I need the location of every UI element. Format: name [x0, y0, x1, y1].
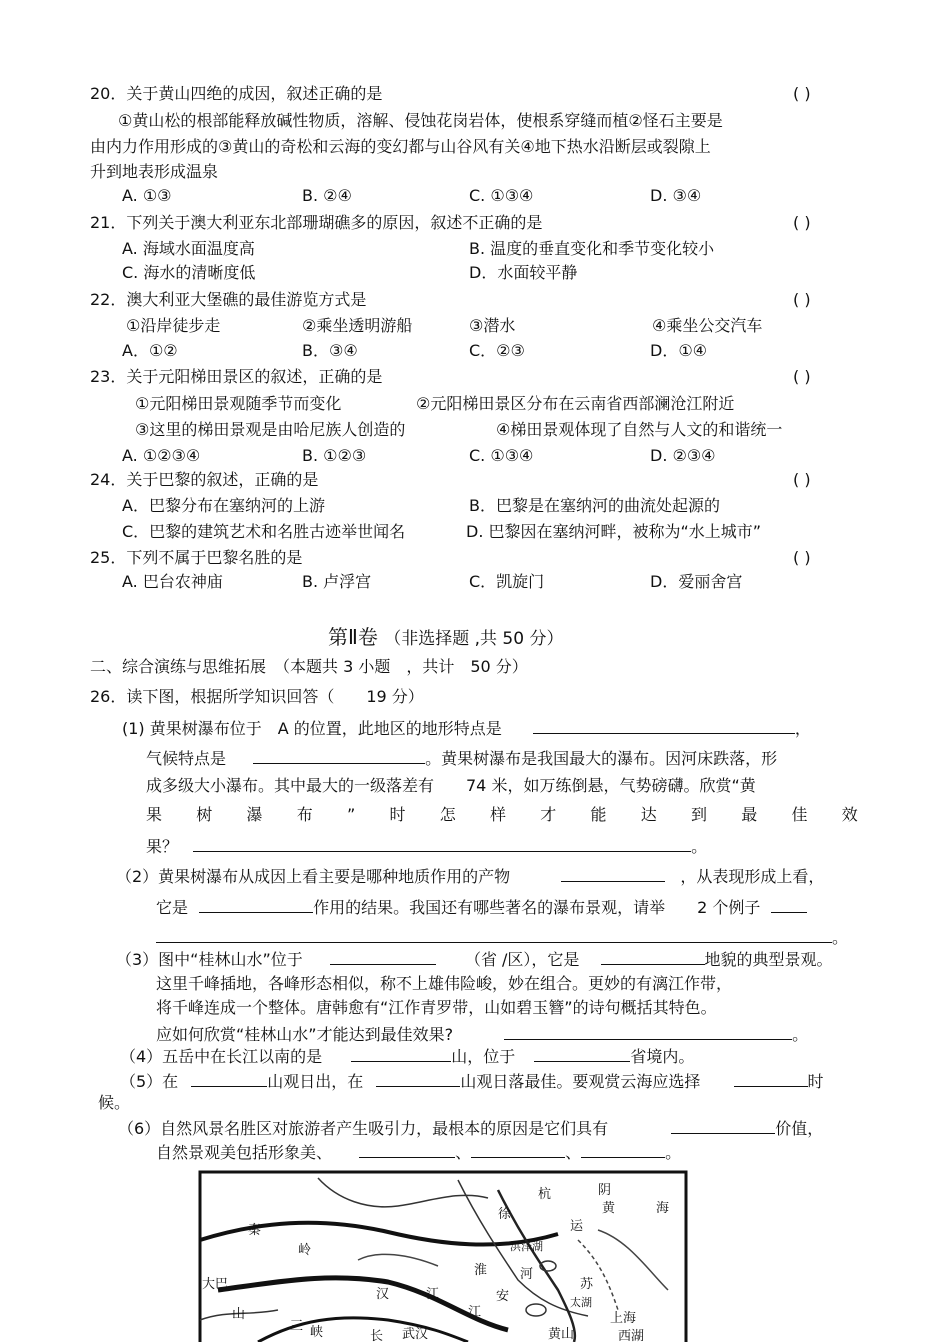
q24-option-a: A．巴黎分布在塞纳河的上游: [122, 496, 325, 515]
answer-blank-beauty-3[interactable]: [581, 1141, 665, 1158]
map-label: 黄: [602, 1201, 616, 1216]
q20-option-c: C. ①③④: [469, 186, 534, 205]
map-label: 山: [232, 1307, 246, 1322]
q23-item: ③这里的梯田景观是由哈尼族人创造的: [135, 420, 406, 439]
spread-char: 果: [146, 805, 163, 824]
map-lake: [526, 1304, 546, 1316]
q22-answer-paren: ( ): [793, 290, 811, 309]
q26-sub6-line: 自然景观美包括形象美、 、 、 。: [156, 1143, 682, 1162]
q23-option-d: D. ②③④: [650, 446, 716, 465]
q20-stem: 20．关于黄山四绝的成因，叙述正确的是: [90, 84, 383, 103]
q24-option-c: C．巴黎的建筑艺术和名胜古迹举世闻名: [122, 522, 406, 541]
spread-char: 怎: [439, 805, 456, 824]
map-label: 运: [570, 1219, 584, 1234]
q26-sub1-text: 果？: [146, 837, 179, 856]
q26-sub2-text: （2）黄果树瀑布从成因上看主要是哪种地质作用的产物: [116, 867, 511, 886]
q26-stem: 26．读下图，根据所学知识回答（ 19 分）: [90, 687, 424, 706]
map-label: 阴: [598, 1183, 612, 1198]
q26-sub3-line: [116, 948, 833, 970]
q23-option-b: B. ①②③: [302, 446, 367, 465]
q25-answer-paren: ( ): [793, 548, 811, 567]
q26-sub2-text: 它是: [156, 898, 189, 917]
part2-title-main: 第Ⅱ卷: [328, 625, 378, 649]
q26-sub1-line: [146, 747, 777, 769]
q24-option-b: B．巴黎是在塞纳河的曲流处起源的: [469, 496, 720, 515]
map-label: 三: [290, 1319, 304, 1334]
map-label: 岭: [298, 1243, 312, 1258]
q21-option-a: A. 海域水面温度高: [122, 239, 255, 258]
q26-sub2-line: [116, 865, 824, 887]
q23-option-c: C. ①③④: [469, 446, 534, 465]
q22-option-b: B．③④: [302, 341, 358, 360]
answer-blank-mountain[interactable]: [351, 1045, 451, 1062]
q26-sub6-line: [118, 1117, 823, 1139]
q21-answer-paren: ( ): [793, 213, 811, 232]
map-label: 黄山: [548, 1327, 575, 1342]
q26-sub6-text: 价值，: [775, 1119, 824, 1138]
spread-char: 效: [841, 805, 858, 824]
q26-sub1-text: 。黄果树瀑布是我国最大的瀑布。因河床跌落，形: [425, 749, 778, 768]
spread-char: 到: [691, 805, 708, 824]
map-river: [218, 1278, 508, 1330]
q20-option-d: D. ③④: [650, 186, 702, 205]
q24-answer-paren: ( ): [793, 470, 811, 489]
map-label: 大巴: [202, 1277, 229, 1292]
q26-sub2-line: [156, 896, 807, 918]
q22-item: ③潜水: [469, 316, 516, 335]
map-label: 徐: [498, 1207, 512, 1222]
q23-item: ②元阳梯田景区分布在云南省西部澜沧江附近: [416, 394, 735, 413]
q24-option-d: D. 巴黎因在塞纳河畔，被称为“水上城市”: [466, 522, 762, 541]
q26-sub1-text: (1) 黄果树瀑布位于 A 的位置，此地区的地形特点是: [122, 719, 502, 738]
map-label: 海: [656, 1201, 670, 1216]
q22-option-d: D．①④: [650, 341, 708, 360]
answer-blank-terrain[interactable]: [533, 717, 795, 734]
map-label: 峡: [310, 1325, 324, 1340]
q26-sub4-text: 省境内。: [630, 1047, 695, 1066]
q26-sub3-text: （省 /区），它是: [464, 950, 580, 969]
spread-char: 树: [196, 805, 213, 824]
q23-item: ①元阳梯田景观随季节而变化: [135, 394, 342, 413]
q22-stem: 22．澳大利亚大堡礁的最佳游览方式是: [90, 290, 367, 309]
q26-sub5-text: 时: [807, 1072, 824, 1091]
answer-blank-value[interactable]: [671, 1117, 775, 1134]
q26-sub2-text: ，从表现形成上看，: [680, 867, 825, 886]
q26-sub6-text: （6）自然风景名胜区对旅游者产生吸引力，最根本的原因是它们具有: [118, 1119, 609, 1138]
q23-option-a: A. ①②③④: [122, 446, 201, 465]
q23-item: ④梯田景观体现了自然与人文的和谐统一: [496, 420, 783, 439]
answer-blank-landform[interactable]: [601, 948, 705, 965]
q25-option-a: A. 巴台农神庙: [122, 572, 223, 591]
q26-sub4-line: [120, 1045, 694, 1067]
map-label: 杭: [538, 1187, 552, 1202]
spread-char: 才: [540, 805, 557, 824]
answer-blank-geology[interactable]: [561, 865, 665, 882]
spread-char: 时: [389, 805, 406, 824]
answer-blank-beauty-1[interactable]: [359, 1141, 455, 1158]
q20-statement-line: ①黄山松的根部能释放碱性物质，溶解、侵蚀花岗岩体，使根系穿缝而植②怪石主要是: [118, 111, 723, 130]
q26-sub2-text: 作用的结果。我国还有哪些著名的瀑布景观，请举 2 个例子: [313, 898, 761, 917]
answer-blank-sunset[interactable]: [376, 1070, 460, 1087]
q26-sub5-text: 山观日落最佳。要观赏云海应选择: [460, 1072, 701, 1091]
answer-blank-appreciation[interactable]: [193, 835, 691, 852]
map-label: 苏: [580, 1277, 594, 1292]
answer-blank-climate[interactable]: [253, 747, 425, 764]
q25-option-d: D．爱丽舍宫: [650, 572, 743, 591]
q25-option-c: C．凯旋门: [469, 572, 545, 591]
q20-answer-paren: ( ): [793, 84, 811, 103]
q26-sub5-text: （5）在: [120, 1072, 179, 1091]
answer-blank-guilin[interactable]: [504, 1023, 792, 1040]
q26-sub3-text: 应如何欣赏“桂林山水”才能达到最佳效果?: [156, 1025, 454, 1044]
map-label: 长: [370, 1329, 384, 1342]
map-label: 太湖: [570, 1296, 592, 1309]
q26-sub6-text: 自然景观美包括形象美、: [156, 1143, 333, 1162]
map-boundary: [358, 1254, 438, 1266]
q20-option-b: B. ②④: [302, 186, 352, 205]
part2-title-sub: （非选择题 ,共 50 分）: [384, 629, 564, 649]
map-label: 武汉: [402, 1327, 429, 1342]
q26-sub1-line: (1) 黄果树瀑布位于 A 的位置，此地区的地形特点是 ，: [122, 719, 811, 738]
q26-sub3-line: 将千峰连成一个整体。唐韩愈有“江作青罗带，山如碧玉簪”的诗句概括其特色。: [156, 998, 717, 1017]
q22-item: ②乘坐透明游船: [302, 316, 413, 335]
spread-char: 能: [590, 805, 607, 824]
map-label: 江: [468, 1305, 482, 1320]
q25-option-b: B. 卢浮宫: [302, 572, 372, 591]
q26-sub4-text: 山，位于: [451, 1047, 516, 1066]
q20-statement-line: 由内力作用形成的③黄山的奇松和云海的变幻都与山谷风有关④地下热水沿断层或裂隙上: [90, 137, 711, 156]
q21-option-b: B. 温度的垂直变化和季节变化较小: [469, 239, 715, 258]
q20-statement-line: 升到地表形成温泉: [90, 162, 219, 181]
map-label: 河: [520, 1267, 534, 1282]
spread-char: ”: [347, 805, 356, 824]
spread-char: 达: [640, 805, 657, 824]
q21-stem: 21．下列关于澳大利亚东北部珊瑚礁多的原因，叙述不正确的是: [90, 213, 543, 232]
q22-option-c: C．②③: [469, 341, 525, 360]
answer-blank-time[interactable]: [734, 1070, 808, 1087]
q21-option-c: C. 海水的清晰度低: [122, 263, 256, 282]
map-label: 西湖: [618, 1329, 645, 1342]
map-label: 洪泽湖: [510, 1240, 543, 1253]
q21-option-d: D．水面较平静: [469, 263, 578, 282]
spread-char: 最: [741, 805, 758, 824]
q22-option-a: A．①②: [122, 341, 178, 360]
map-label: 淮: [474, 1263, 488, 1278]
map-label: 上海: [610, 1311, 637, 1326]
q26-sub5-line: [120, 1070, 824, 1092]
map-label: 汉: [376, 1287, 390, 1302]
q26-sub3-line: 这里千峰插地，各峰形态相似，称不上雄伟险峻，妙在组合。更妙的有漓江作带，: [156, 974, 733, 993]
q26-sub3-text: （3）图中“桂林山水”位于: [116, 950, 303, 969]
q26-sub2-line: 。: [156, 926, 848, 948]
answer-blank-examples-cont[interactable]: [156, 926, 832, 943]
q26-sub1-line: 成多级大小瀑布。其中最大的一级落差有 74 米，如万练倒悬，气势磅礴。欣赏“黄: [146, 776, 756, 795]
map-label: 江: [426, 1287, 440, 1302]
map-label: 秦: [248, 1223, 262, 1238]
q26-sub1-text: 气候特点是: [146, 749, 227, 768]
answer-blank-examples[interactable]: [771, 896, 807, 913]
q26-sub1-spread-line: [146, 805, 858, 825]
q24-stem: 24．关于巴黎的叙述，正确的是: [90, 470, 319, 489]
answer-blank-action[interactable]: [199, 896, 313, 913]
q26-sub3-text: 地貌的典型景观。: [704, 950, 833, 969]
answer-blank-beauty-2[interactable]: [471, 1141, 565, 1158]
answer-blank-sunrise[interactable]: [191, 1070, 267, 1087]
map-coastline: [598, 1230, 668, 1290]
q26-sub5-text: 山观日出，在: [267, 1072, 364, 1091]
map-label: 安: [496, 1289, 510, 1304]
q26-sub4-text: （4）五岳中在长江以南的是: [120, 1047, 323, 1066]
q22-item: ④乘坐公交汽车: [652, 316, 763, 335]
part2-title: [328, 624, 563, 652]
spread-char: 样: [490, 805, 507, 824]
region-map: [198, 1170, 688, 1342]
section-heading: 二、综合演练与思维拓展 （本题共 3 小题 ，共计 50 分）: [90, 657, 528, 676]
q20-option-a: A. ①③: [122, 186, 172, 205]
spread-char: 布: [296, 805, 313, 824]
map-boundary: [318, 1178, 488, 1207]
q25-stem: 25．下列不属于巴黎名胜的是: [90, 548, 303, 567]
q26-sub1-line: 果？ 。: [146, 837, 708, 856]
spread-char: 瀑: [246, 805, 263, 824]
q22-item: ①沿岸徒步走: [126, 316, 221, 335]
spread-char: 佳: [791, 805, 808, 824]
q26-sub3-line: 应如何欣赏“桂林山水”才能达到最佳效果? 。: [156, 1025, 809, 1044]
answer-blank-mountain-province[interactable]: [534, 1045, 630, 1062]
q23-answer-paren: ( ): [793, 367, 811, 386]
q23-stem: 23．关于元阳梯田景区的叙述，正确的是: [90, 367, 383, 386]
answer-blank-province[interactable]: [330, 948, 436, 965]
q26-sub5-line: 候。: [98, 1093, 131, 1112]
